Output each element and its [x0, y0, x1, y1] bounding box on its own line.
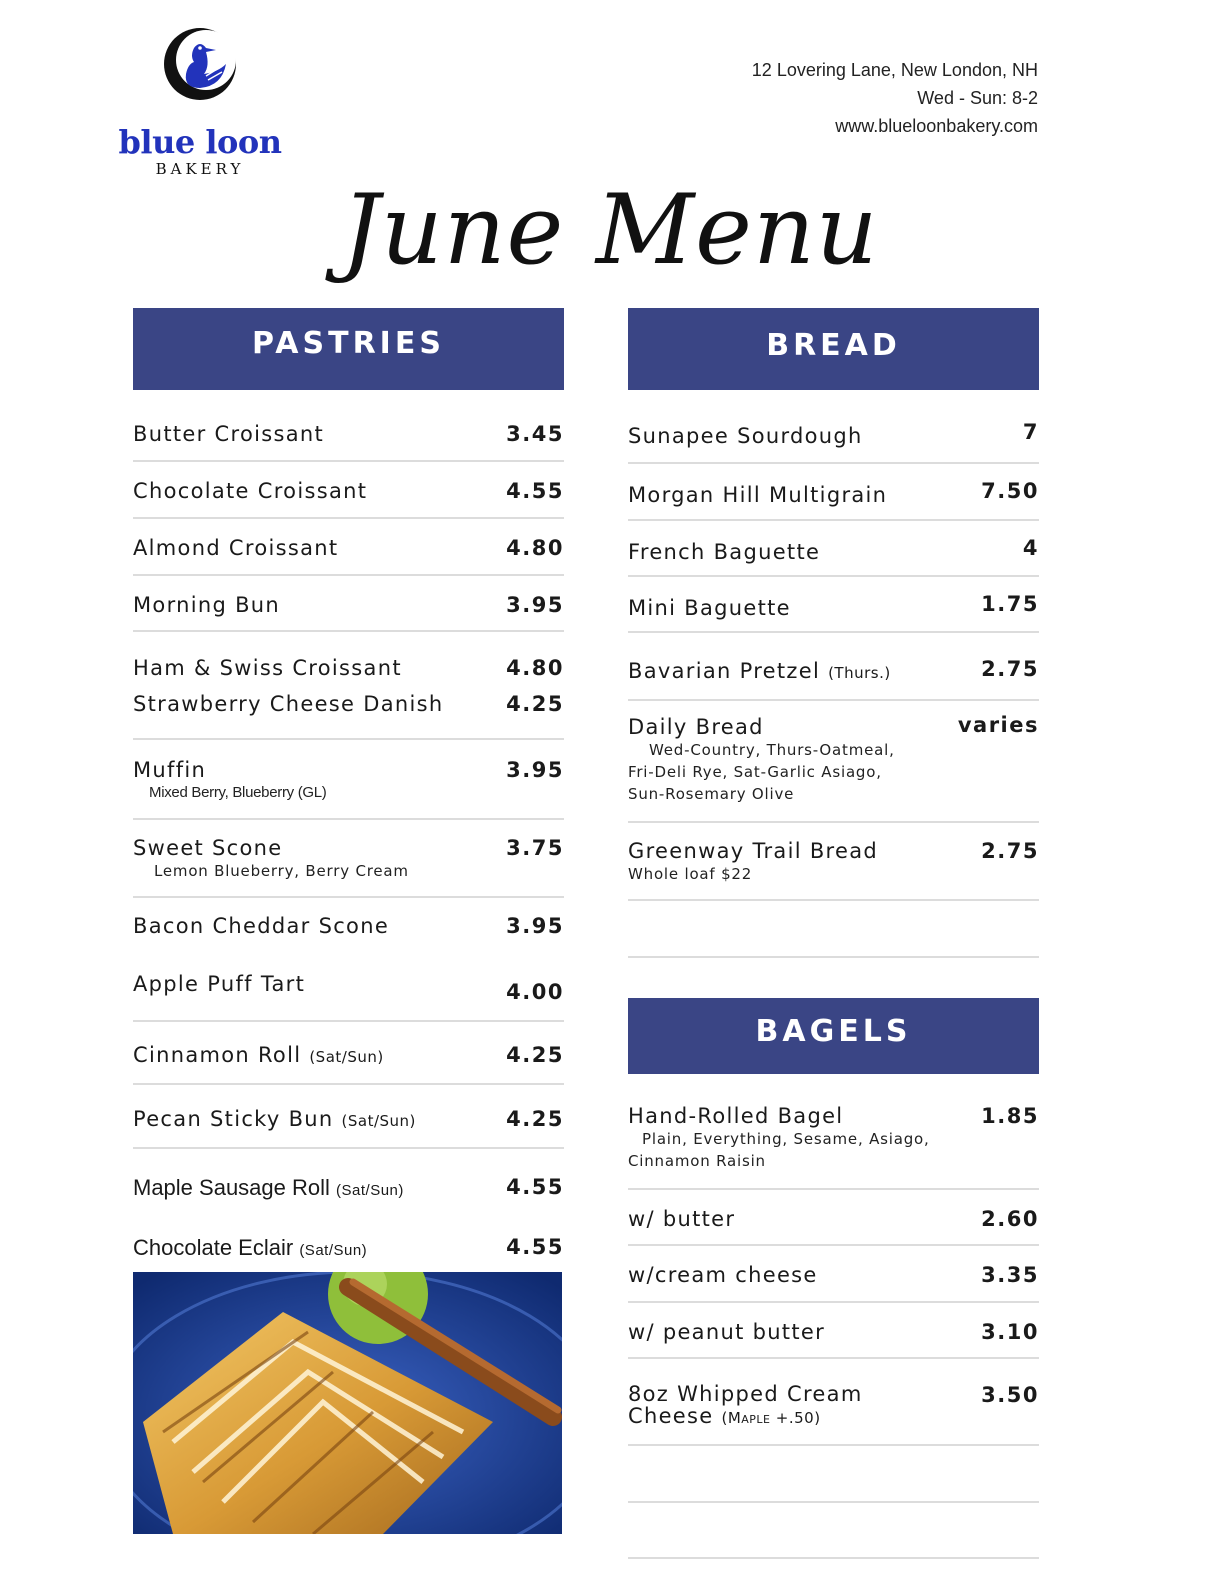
menu-item-sub: Wed-Country, Thurs-Oatmeal,	[649, 741, 895, 759]
menu-item-sub: Sun-Rosemary Olive	[628, 785, 795, 803]
pastries-section	[133, 308, 564, 1263]
menu-item: Maple Sausage Roll (Sat/Sun) 4.55	[133, 1175, 564, 1200]
menu-item-price: 4.80	[506, 656, 564, 680]
bagels-header: BAGELS	[628, 998, 1039, 1074]
divider	[628, 1446, 1039, 1503]
bagels-list	[628, 1074, 1039, 1559]
menu-item: Morning Bun 3.95	[133, 576, 564, 632]
menu-item: w/cream cheese 3.35	[628, 1246, 1039, 1303]
brand-sub: BAKERY	[155, 160, 245, 178]
menu-item: Sunapee Sourdough 7	[628, 390, 1039, 464]
menu-item: Almond Croissant 4.80	[133, 519, 564, 576]
website-link[interactable]: www.blueloonbakery.com	[835, 116, 1038, 136]
contact-info	[752, 56, 1038, 140]
menu-item: Chocolate Eclair (Sat/Sun) 4.55	[133, 1235, 564, 1260]
menu-item-sub: Fri-Deli Rye, Sat-Garlic Asiago,	[628, 763, 882, 781]
menu-item-group	[133, 632, 564, 740]
menu-item: w/ butter 2.60	[628, 1190, 1039, 1246]
pastries-list	[133, 390, 564, 1263]
bread-list	[628, 390, 1039, 958]
bread-section	[628, 308, 1039, 1559]
menu-title: June Menu	[341, 174, 879, 286]
divider	[628, 1503, 1039, 1559]
menu-item-name: Ham & Swiss Croissant	[133, 656, 402, 680]
menu-item: Greenway Trail Bread Whole loaf $22 2.75	[628, 823, 1039, 901]
apple-puff-tart-photo	[133, 1272, 562, 1534]
menu-item-sub: Lemon Blueberry, Berry Cream	[154, 862, 409, 880]
menu-item: Bacon Cheddar Scone 3.95	[133, 914, 564, 938]
menu-item-sub: Plain, Everything, Sesame, Asiago,	[642, 1130, 930, 1148]
divider	[628, 901, 1039, 958]
menu-item: Bavarian Pretzel (Thurs.) 2.75	[628, 633, 1039, 701]
bakery-logo	[118, 24, 288, 178]
menu-item: w/ peanut butter 3.10	[628, 1303, 1039, 1359]
menu-item: Butter Croissant 3.45	[133, 390, 564, 462]
hours: Wed - Sun: 8-2	[917, 88, 1038, 108]
menu-item: 8oz Whipped Cream Cheese (Maple +.50) 3.50	[628, 1359, 1039, 1446]
brand-name: blue loon	[118, 123, 282, 161]
menu-item-sub: Cinnamon Raisin	[628, 1152, 766, 1170]
loon-bird-icon	[160, 24, 240, 104]
menu-item: Chocolate Croissant 4.55	[133, 462, 564, 519]
bread-header: BREAD	[628, 308, 1039, 390]
menu-item: Muffin Mixed Berry, Blueberry (GL) 3.95	[133, 740, 564, 820]
menu-item-name: Strawberry Cheese Danish	[133, 692, 444, 716]
menu-item: Hand-Rolled Bagel Plain, Everything, Sesame, Asiago, Cinnamon Raisin 1.85	[628, 1074, 1039, 1190]
menu-item: Pecan Sticky Bun (Sat/Sun) 4.25	[133, 1085, 564, 1149]
menu-item-price: 4.25	[506, 692, 564, 716]
menu-item-sub: Mixed Berry, Blueberry (GL)	[149, 784, 327, 801]
menu-item: Sweet Scone Lemon Blueberry, Berry Cream 3.75	[133, 820, 564, 898]
pastries-header: PASTRIES	[133, 308, 564, 390]
menu-item-sub: Whole loaf $22	[628, 865, 753, 883]
address: 12 Lovering Lane, New London, NH	[751, 60, 1038, 80]
menu-item: Mini Baguette 1.75	[628, 577, 1039, 633]
menu-item: French Baguette 4	[628, 521, 1039, 577]
menu-item: Apple Puff Tart 4.00	[133, 956, 564, 1022]
menu-item: Morgan Hill Multigrain 7.50	[628, 464, 1039, 521]
menu-item: Daily Bread Wed-Country, Thurs-Oatmeal, Fri-Deli Rye, Sat-Garlic Asiago, Sun-Rosemary Olive varies	[628, 701, 1039, 823]
menu-item: Cinnamon Roll (Sat/Sun) 4.25	[133, 1022, 564, 1085]
